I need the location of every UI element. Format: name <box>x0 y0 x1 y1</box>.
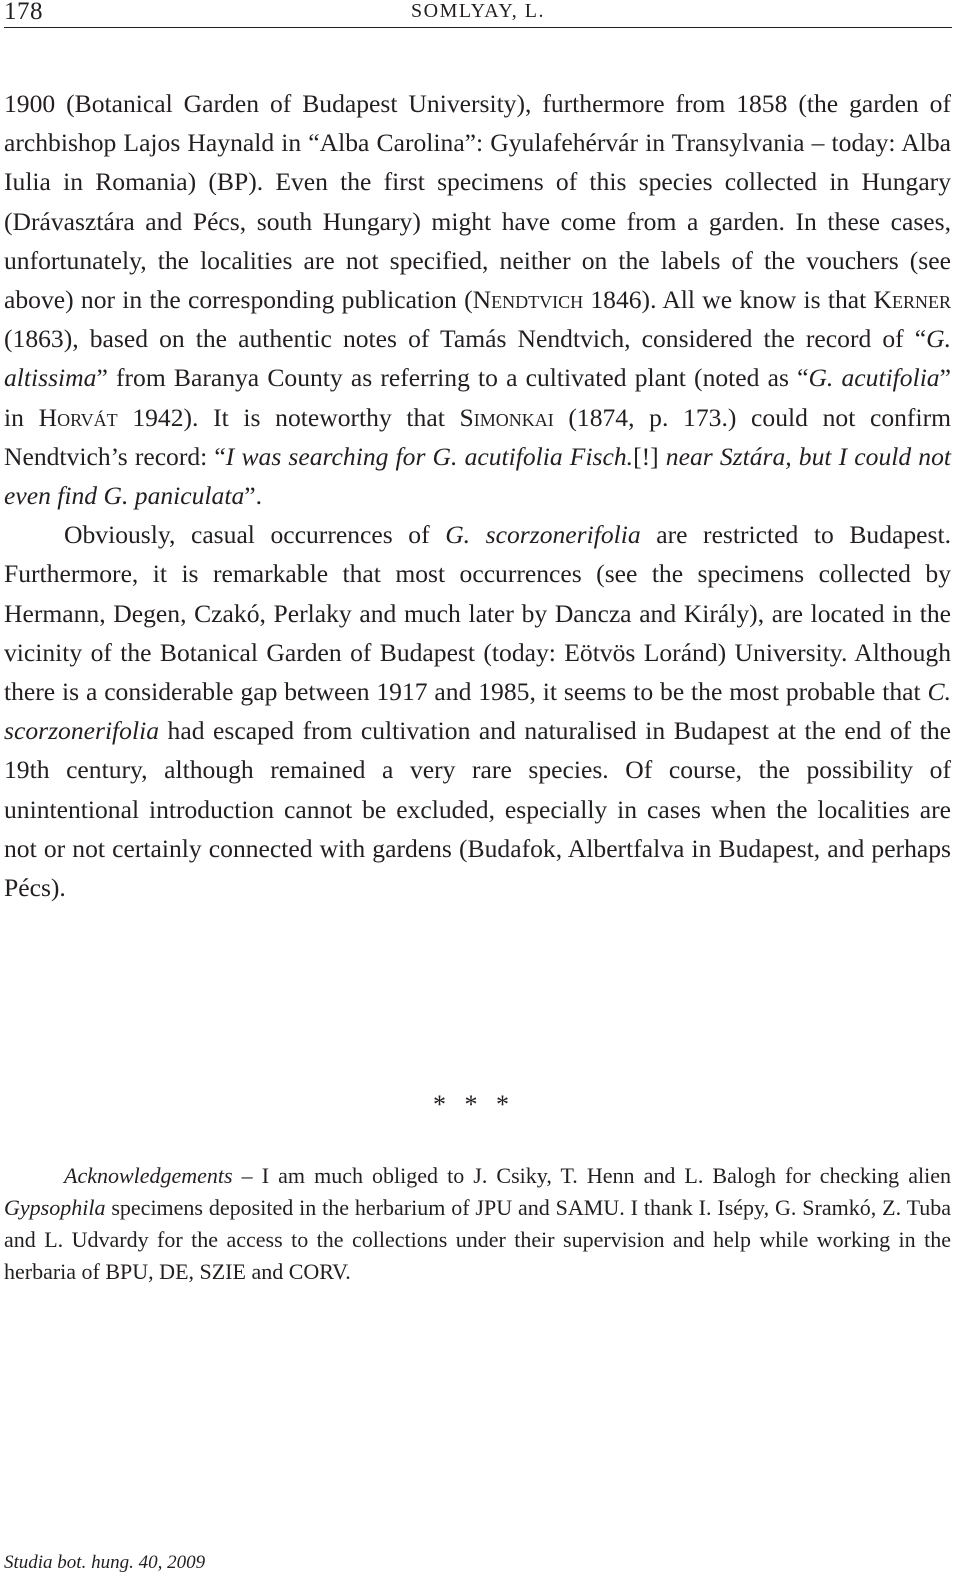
author-citation: Nendtvich <box>472 285 584 315</box>
acknowledgements <box>4 1160 951 1288</box>
journal-footer: Studia bot. hung. 40, 2009 <box>4 1552 206 1573</box>
author-citation: Simonkai <box>459 402 554 432</box>
text-run: specimens deposited in the herbarium of JPU and SAMU. I thank I. Isépy, G. Sramkó, Z. Tuba and L. Udvardy for the access to the collections under their supervision and help while working in the herbaria of BPU, DE, SZIE and CORV. <box>4 1195 951 1284</box>
text-run: (1863), based on the authentic notes of Tamás Nendtvich, considered the record of “ <box>4 324 927 354</box>
quotation: I was searching for G. acutifolia Fisch. <box>225 441 634 471</box>
text-run: (1874, p. 173.) could not confirm Nendtvich’s record: “ <box>4 402 951 471</box>
running-head: SOMLYAY, L. <box>411 0 545 22</box>
species-name: G. scorzonerifolia <box>445 520 641 550</box>
text-run: 1846). All we know is that <box>583 285 874 315</box>
text-run: 1942). It is noteworthy that <box>117 402 460 432</box>
species-name: G. acutifolia <box>808 363 940 393</box>
page-header <box>4 0 952 28</box>
text-run: ” from Baranya County as referring to a cultivated plant (noted as “ <box>96 363 809 393</box>
paragraph-2 <box>4 515 951 907</box>
text-run: are restricted to Budapest. Furthermore, it is remarkable that most occurrences (see the specimens collected by Hermann, Degen, Czakó, Perlaky and much later by Dancza and Király), are located in the vicinity of the Botanical Garden of Budapest (today: Eötvös Loránd) University. Although there is a considerable gap between 1917 and 1985, it seems to be the most probable that <box>4 520 951 707</box>
species-name: G. altissima <box>4 324 951 393</box>
author-citation: Kerner <box>873 285 951 315</box>
genus-name: Gypsophila <box>4 1195 106 1220</box>
text-run: 1900 (Botanical Garden of Budapest University), furthermore from 1858 (the garden of archbishop Lajos Haynald in “Alba Carolina”: Gyulafehérvár in Transylvania – today: Alba Iulia in Romania) (BP). Even the first specimens of this species collected in Hungary (Drávasztára and Pécs, south Hungary) might have come from a garden. In these cases, unfortunately, the localities are not specified, neither on the labels of the vouchers (see above) nor in the corresponding publication ( <box>4 89 951 315</box>
text-run: Obviously, casual occurrences of <box>64 520 446 550</box>
text-run: [!] <box>633 441 659 471</box>
paragraph-1 <box>4 84 951 515</box>
main-text <box>4 84 951 907</box>
quotation: near Sztára, but I could not even find G. paniculata <box>4 441 952 511</box>
text-run: ” in <box>4 363 951 432</box>
text-run: – I am much obliged to J. Csiky, T. Henn and L. Balogh for checking alien <box>232 1163 951 1188</box>
author-citation: Horvát <box>38 402 118 432</box>
species-name: C. scorzonerifolia <box>4 677 951 746</box>
section-separator: * * * <box>433 1090 515 1119</box>
page-number: 178 <box>4 0 43 25</box>
text-run: ”. <box>244 481 263 511</box>
text-run: had escaped from cultivation and naturalised in Budapest at the end of the 19th century, although remained a very rare species. Of course, the possibility of unintentional introduction cannot be excluded, especially in cases when the localities are not or not certainly connected with gardens (Budafok, Albertfalva in Budapest, and perhaps Pécs). <box>4 716 951 903</box>
acknowledgements-label: Acknowledgements <box>64 1163 233 1188</box>
